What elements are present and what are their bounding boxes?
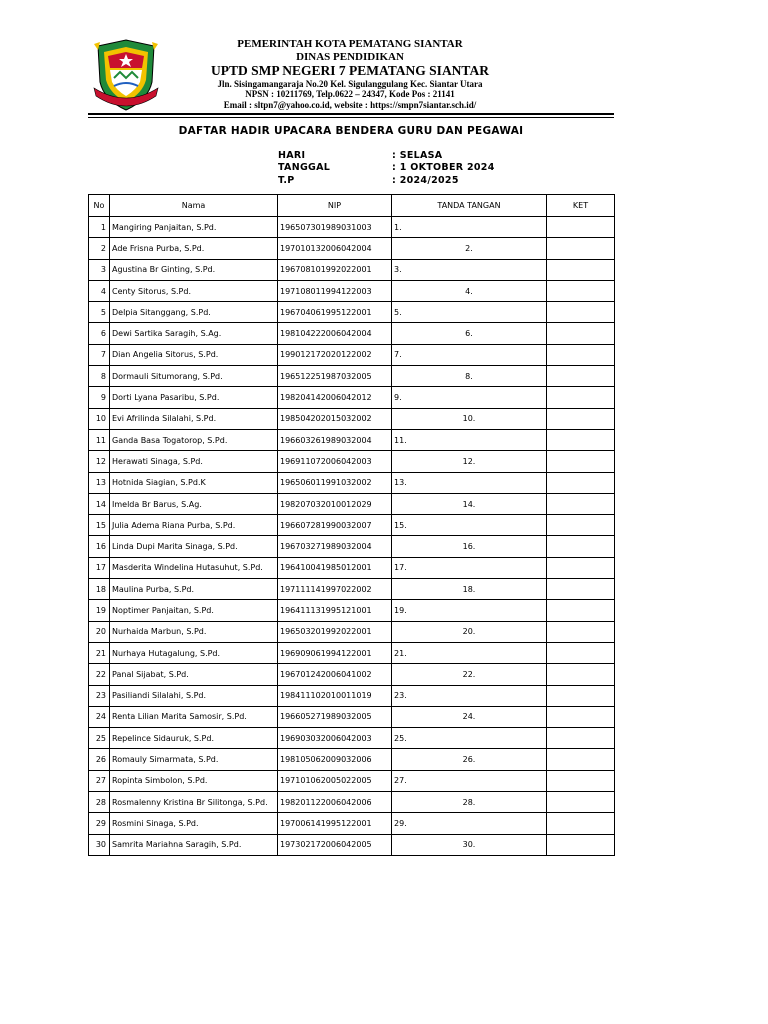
row-nip: 198411102010011019 [278, 685, 392, 706]
row-nip: 198204142006042012 [278, 387, 392, 408]
header-tanda-tangan: TANDA TANGAN [392, 195, 547, 217]
row-ket [547, 366, 615, 387]
row-ket [547, 557, 615, 578]
header-no: No [89, 195, 110, 217]
row-signature: 8. [392, 366, 547, 387]
row-no: 20 [89, 621, 110, 642]
row-signature: 26. [392, 749, 547, 770]
row-nip: 196903032006042003 [278, 728, 392, 749]
row-nama: Dorti Lyana Pasaribu, S.Pd. [110, 387, 278, 408]
row-no: 24 [89, 706, 110, 727]
row-nama: Renta Lilian Marita Samosir, S.Pd. [110, 706, 278, 727]
row-ket [547, 600, 615, 621]
row-no: 28 [89, 792, 110, 813]
row-ket [547, 706, 615, 727]
table-row [89, 472, 615, 493]
table-row [89, 536, 615, 557]
row-no: 19 [89, 600, 110, 621]
row-nama: Maulina Purba, S.Pd. [110, 579, 278, 600]
row-signature: 28. [392, 792, 547, 813]
row-nip: 198207032010012029 [278, 493, 392, 514]
row-no: 17 [89, 557, 110, 578]
row-no: 4 [89, 280, 110, 301]
row-ket [547, 493, 615, 514]
row-nama: Agustina Br Ginting, S.Pd. [110, 259, 278, 280]
row-nama: Nurhaya Hutagalung, S.Pd. [110, 642, 278, 663]
row-signature: 19. [392, 600, 547, 621]
table-row [89, 493, 615, 514]
row-signature: 12. [392, 451, 547, 472]
table-row [89, 238, 615, 259]
row-nip: 196701242006041002 [278, 664, 392, 685]
row-nama: Delpia Sitanggang, S.Pd. [110, 302, 278, 323]
row-no: 30 [89, 834, 110, 855]
row-ket [547, 280, 615, 301]
row-nama: Dewi Sartika Saragih, S.Ag. [110, 323, 278, 344]
row-ket [547, 217, 615, 238]
row-nama: Ropinta Simbolon, S.Pd. [110, 770, 278, 791]
row-nip: 198201122006042006 [278, 792, 392, 813]
row-ket [547, 792, 615, 813]
row-nip: 196512251987032005 [278, 366, 392, 387]
row-no: 13 [89, 472, 110, 493]
row-no: 8 [89, 366, 110, 387]
row-no: 22 [89, 664, 110, 685]
letterhead-agency: DINAS PENDIDIKAN [296, 51, 404, 63]
row-signature: 13. [392, 472, 547, 493]
row-nip: 196603261989032004 [278, 429, 392, 450]
row-nama: Noptimer Panjaitan, S.Pd. [110, 600, 278, 621]
document-title: DAFTAR HADIR UPACARA BENDERA GURU DAN PEGAWAI [178, 125, 524, 137]
info-value: : 2024/2025 [392, 175, 459, 186]
table-row [89, 217, 615, 238]
row-nama: Ganda Basa Togatorop, S.Pd. [110, 429, 278, 450]
table-row [89, 387, 615, 408]
table-row [89, 706, 615, 727]
row-ket [547, 259, 615, 280]
row-nama: Evi Afrilinda Silalahi, S.Pd. [110, 408, 278, 429]
row-nip: 197302172006042005 [278, 834, 392, 855]
row-signature: 25. [392, 728, 547, 749]
row-nama: Linda Dupi Marita Sinaga, S.Pd. [110, 536, 278, 557]
letterhead-government: PEMERINTAH KOTA PEMATANG SIANTAR [237, 38, 463, 50]
row-no: 16 [89, 536, 110, 557]
info-key: HARI [278, 150, 306, 161]
row-signature: 6. [392, 323, 547, 344]
row-nip: 198104222006042004 [278, 323, 392, 344]
table-header-row [89, 195, 615, 217]
letterhead-divider [88, 113, 614, 115]
row-signature: 24. [392, 706, 547, 727]
row-signature: 21. [392, 642, 547, 663]
row-nama: Herawati Sinaga, S.Pd. [110, 451, 278, 472]
row-signature: 22. [392, 664, 547, 685]
row-nip: 196704061995122001 [278, 302, 392, 323]
row-no: 9 [89, 387, 110, 408]
row-ket [547, 621, 615, 642]
row-nama: Masderita Windelina Hutasuhut, S.Pd. [110, 557, 278, 578]
row-no: 26 [89, 749, 110, 770]
row-ket [547, 813, 615, 834]
table-row [89, 579, 615, 600]
row-nip: 196507301989031003 [278, 217, 392, 238]
row-signature: 11. [392, 429, 547, 450]
row-nama: Dormauli Situmorang, S.Pd. [110, 366, 278, 387]
letterhead-contact: Email : sltpn7@yahoo.co.id, website : https://smpn7siantar.sch.id/ [223, 100, 477, 110]
row-ket [547, 408, 615, 429]
row-ket [547, 834, 615, 855]
row-no: 21 [89, 642, 110, 663]
row-nip: 197111141997022002 [278, 579, 392, 600]
row-nama: Rosmini Sinaga, S.Pd. [110, 813, 278, 834]
row-signature: 23. [392, 685, 547, 706]
row-ket [547, 642, 615, 663]
table-row [89, 515, 615, 536]
info-value: : SELASA [392, 150, 443, 161]
row-no: 2 [89, 238, 110, 259]
row-nip: 197006141995122001 [278, 813, 392, 834]
row-signature: 3. [392, 259, 547, 280]
row-ket [547, 323, 615, 344]
row-signature: 7. [392, 344, 547, 365]
row-nama: Mangiring Panjaitan, S.Pd. [110, 217, 278, 238]
row-nama: Dian Angelia Sitorus, S.Pd. [110, 344, 278, 365]
row-no: 27 [89, 770, 110, 791]
row-nama: Panal Sijabat, S.Pd. [110, 664, 278, 685]
letterhead-address: Jln. Sisingamangaraja No.20 Kel. Sigulanggulang Kec. Siantar Utara [217, 79, 483, 89]
row-signature: 2. [392, 238, 547, 259]
row-nip: 196909061994122001 [278, 642, 392, 663]
letterhead-divider-thin [88, 117, 614, 118]
row-nama: Romauly Simarmata, S.Pd. [110, 749, 278, 770]
info-value: : 1 OKTOBER 2024 [392, 162, 495, 173]
row-signature: 30. [392, 834, 547, 855]
row-no: 3 [89, 259, 110, 280]
table-row [89, 813, 615, 834]
row-ket [547, 536, 615, 557]
row-nama: Imelda Br Barus, S.Ag. [110, 493, 278, 514]
row-signature: 10. [392, 408, 547, 429]
row-signature: 14. [392, 493, 547, 514]
table-row [89, 749, 615, 770]
row-signature: 27. [392, 770, 547, 791]
row-no: 25 [89, 728, 110, 749]
row-no: 29 [89, 813, 110, 834]
row-ket [547, 664, 615, 685]
table-row [89, 344, 615, 365]
row-nama: Repelince Sidauruk, S.Pd. [110, 728, 278, 749]
row-no: 15 [89, 515, 110, 536]
row-no: 1 [89, 217, 110, 238]
row-no: 14 [89, 493, 110, 514]
letterhead-school: UPTD SMP NEGERI 7 PEMATANG SIANTAR [211, 63, 489, 78]
row-signature: 29. [392, 813, 547, 834]
table-row [89, 323, 615, 344]
row-no: 6 [89, 323, 110, 344]
table-row [89, 302, 615, 323]
table-row [89, 834, 615, 855]
row-no: 18 [89, 579, 110, 600]
header-nip: NIP [278, 195, 392, 217]
row-nama: Pasiliandi Silalahi, S.Pd. [110, 685, 278, 706]
header-ket: KET [547, 195, 615, 217]
row-nama: Rosmalenny Kristina Br Silitonga, S.Pd. [110, 792, 278, 813]
row-signature: 15. [392, 515, 547, 536]
table-row [89, 685, 615, 706]
row-no: 7 [89, 344, 110, 365]
table-row [89, 557, 615, 578]
row-nama: Hotnida Siagian, S.Pd.K [110, 472, 278, 493]
row-nama: Nurhaida Marbun, S.Pd. [110, 621, 278, 642]
row-signature: 18. [392, 579, 547, 600]
row-nip: 196605271989032005 [278, 706, 392, 727]
row-signature: 20. [392, 621, 547, 642]
row-nip: 196411131995121001 [278, 600, 392, 621]
row-no: 23 [89, 685, 110, 706]
row-nip: 196911072006042003 [278, 451, 392, 472]
row-ket [547, 472, 615, 493]
row-no: 12 [89, 451, 110, 472]
info-key: T.P [278, 175, 295, 186]
table-row [89, 642, 615, 663]
row-nip: 198504202015032002 [278, 408, 392, 429]
row-ket [547, 515, 615, 536]
letterhead-npsn: NPSN : 10211769, Telp.0622 – 24347, Kode Pos : 21141 [245, 89, 455, 99]
table-row [89, 792, 615, 813]
row-no: 11 [89, 429, 110, 450]
row-ket [547, 749, 615, 770]
row-signature: 17. [392, 557, 547, 578]
row-no: 5 [89, 302, 110, 323]
row-ket [547, 344, 615, 365]
row-signature: 16. [392, 536, 547, 557]
row-nama: Ade Frisna Purba, S.Pd. [110, 238, 278, 259]
row-ket [547, 685, 615, 706]
row-nip: 196703271989032004 [278, 536, 392, 557]
row-nip: 196708101992022001 [278, 259, 392, 280]
row-nama: Julia Adema Riana Purba, S.Pd. [110, 515, 278, 536]
row-ket [547, 302, 615, 323]
row-ket [547, 728, 615, 749]
row-nip: 196410041985012001 [278, 557, 392, 578]
row-signature: 5. [392, 302, 547, 323]
row-ket [547, 451, 615, 472]
row-nip: 197108011994122003 [278, 280, 392, 301]
row-ket [547, 770, 615, 791]
header-nama: Nama [110, 195, 278, 217]
attendance-table [88, 194, 615, 856]
row-signature: 4. [392, 280, 547, 301]
row-nip: 199012172020122002 [278, 344, 392, 365]
table-row [89, 366, 615, 387]
row-signature: 9. [392, 387, 547, 408]
row-nip: 197010132006042004 [278, 238, 392, 259]
row-ket [547, 238, 615, 259]
table-row [89, 770, 615, 791]
row-nip: 198105062009032006 [278, 749, 392, 770]
row-nip: 196503201992022001 [278, 621, 392, 642]
row-signature: 1. [392, 217, 547, 238]
row-ket [547, 429, 615, 450]
row-nip: 196607281990032007 [278, 515, 392, 536]
table-row [89, 451, 615, 472]
row-ket [547, 579, 615, 600]
row-no: 10 [89, 408, 110, 429]
table-row [89, 664, 615, 685]
table-row [89, 280, 615, 301]
row-nip: 196506011991032002 [278, 472, 392, 493]
table-row [89, 429, 615, 450]
info-key: TANGGAL [278, 162, 331, 173]
row-nama: Samrita Mariahna Saragih, S.Pd. [110, 834, 278, 855]
table-row [89, 408, 615, 429]
table-row [89, 600, 615, 621]
table-row [89, 728, 615, 749]
row-ket [547, 387, 615, 408]
table-row [89, 259, 615, 280]
table-row [89, 621, 615, 642]
row-nama: Centy Sitorus, S.Pd. [110, 280, 278, 301]
row-nip: 197101062005022005 [278, 770, 392, 791]
